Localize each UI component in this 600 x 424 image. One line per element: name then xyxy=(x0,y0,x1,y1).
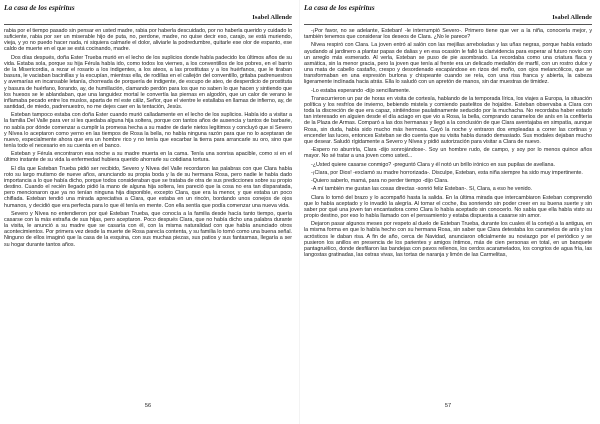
header-author: Isabel Allende xyxy=(552,14,592,21)
paragraph: El día que Esteban Trueba pidió ser recibido, Severo y Nívea del Valle recordaron las palabras con que Clara había roto su largo mutismo de nueve años, anunciando su propia boda y la de su hermana Rosa, pero nadie le había dado importancia a lo que había dicho, porque todos consideraban que se trataba de otra de sus predicciones sobre su propio destino. Cuando el recién llegado pidió la mano de alguna hija soltera, les pareció que la cosa no era tan disparatada, pero mencionaron que ya no tenían ninguna hija disponible, excepto Clara, que era la menor, y que estaba un poco chiflada. Esteban tendió una mirada apreciativa a Clara, que estaba en un rincón, bordando unos conejos de ojos humanos, y decidió que era perfecta para lo que él tenía en mente. Con ella sentía que podía comenzar una nueva vida. xyxy=(4,165,292,209)
paragraph: -A mí también me gustan las cosas directas -sonrió feliz Esteban-. Sí, Clara, a eso he venido. xyxy=(311,186,533,193)
paragraph: Esteban tampoco estaba con doña Ester cuando murió calladamente en el lecho de los suplicios. Había ido a visitar a la familia Del Valle para ver si les quedaba alguna hija soltera, porque con tantos años de ausencia y tantos de barbarie, no sabía por dónde comenzar a cumplir la promesa hecha a su madre de darle nietos legítimos y concluyó que si Severo y Nívea lo aceptaron como yerno en las tiempos de Rosa la bella, no había ninguna razón para que no lo aceptaran de nuevo, especialmente ahora que era un hombre rico y no tenía que escarbar la tierra para arrancarle su oro, sino que tenía todo el necesario en su cuenta en el banco. xyxy=(4,112,292,149)
header-title: La casa de los espíritus xyxy=(4,3,75,12)
page-gutter xyxy=(299,0,300,424)
paragraph: -¡Por favor, no se adelante, Esteban! -le interrumpió Severo-. Primero tiene que ver a la niña, conocerla mejor, y también tenemos que considerar los deseos de Clara. ¿No le parece? xyxy=(304,28,592,41)
paragraph: -Lo estaba esperando -dijo sencillamente. xyxy=(311,87,411,94)
page-body xyxy=(304,28,592,400)
header-rule xyxy=(4,24,292,25)
paragraph: -¿Usted quiere casarse conmigo? -preguntó Clara y él notó un brillo irónico en sus pupilas de avellana. xyxy=(311,161,555,168)
paragraph: -Quiero saberlo, mamá, para no perder tiempo -dijo Clara. xyxy=(311,178,449,185)
paragraph: Severo y Nívea no entendieron por qué Esteban Trueba, que conocía a la familia desde hacía tanto tiempo, quería casarse con la más extraña de sus hijas, pero aceptaron. Poco después Clara, que no había dicho una palabra durante la visita, le anunció a su madre que se casaría con él, con la misma naturalidad con que había anunciado otros acontecimientos. Por primera vez desde la muerte de Rosa parecía contenta, y su familia lo tomó como una buena señal. Ninguno de ellos imaginó que la casa de la esquina, con sus muchas piezas, sus patios y sus fantasmas, llegaría a ser su hogar durante tantos años. xyxy=(4,210,292,248)
left-page xyxy=(4,0,296,424)
paragraph: Dos días después, doña Ester Trueba murió en el lecho de los suplicios donde había padecido los últimos años de su vida. Estaba sola, porque su hija Férula había ido, como todos los viernes, a los conventillos de los pobres, en el barrio de la Misericordia, a rezar el rosario a los indigentes, a los ateos, a las prostitutas y a los huérfanos, que le tiraban basura, le vaciaban bacinillas y la escupían, mientras ella, de rodillas en el callejón del conventillo, gritaba padrenuestros y avemarías en incansable letanía, chorreada de porquería de indigente, de escupo de ateo, de desperdicio de prostituta y basura de huérfano, llorando, ay, de humillación, clamando perdón para los que no saben lo que hacen y sintiendo que los huesos se le ablandaban, que una languidez mortal le convertía las piernas en algodón, que un calor de verano le inflamaba pecado entre los muslos, aparta de mí este cáliz, Señor, que el vientre le estallaba en llamas de infierno, ay, de santidad, de miedo, padrenuestro, no me dejes caer en la tentación, Jesús. xyxy=(4,54,292,110)
page-number: 56 xyxy=(144,403,152,409)
header-author: Isabel Allende xyxy=(252,14,292,21)
paragraph: rabia por el tiempo pasado sin pensar en usted madre, rabia por haberla descuidado, por no haberla querido y cuidado lo suficiente, rabia por ser un miserable hijo de puta, no, perdone, madre, no quise decir eso, carajo, se está muriendo, vieja, y yo no puedo hacer nada, ni siquiera calmarle el dolor, aliviarle la podredumbre, quitarle ese olor de espanto, ese caldo de muerte en el que se está cocinando, madre. xyxy=(4,28,292,53)
paragraph: -Espero no aburrirla, Clara -dijo sonrojándose-. Soy un hombre rudo, de campo, y soy por lo menos quince años mayor. No sé tratar a una joven como usted... xyxy=(304,147,592,160)
paragraph: Clara lo tomó del brazo y lo acompañó hasta la salida. En la última mirada que intercambiaron Esteban comprendió que lo había aceptado y lo invadió la alegría. Al tomar el coche, iba sonriendo sin poder creer en su buena suerte y sin saber por qué una joven tan encantadora como Clara lo había aceptado sin conocerlo. No sabía que ella había visto su propio destino, por eso lo había llamado con el pensamiento y estaba dispuesta a casarse sin amor. xyxy=(304,194,592,220)
header-rule xyxy=(304,24,592,25)
header-title: La casa de los espíritus xyxy=(304,3,375,12)
paragraph: Dejaron pasar algunos meses por respeto al duelo de Esteban Trueba, durante los cuales él la cortejó a la antigua, en la misma forma en que lo había hecho con su hermana Rosa, sin saber que Clara detestaba los caramelos de anís y los acrósticos le daban risa. A fin de año, cerca de Navidad, anunciaron oficialmente su noviazgo por el periódico y se pusieron los anillos en presencia de los parientes y amigos íntimos, más de cien personas en total, en un banquete pantagruélico, donde desfilaron las bandejas con pavos rellenos, los cerdos acaramelados, los congrios de agua fría, las langostas gratinadas, las ostras vivas, las tortas de naranja y limón de las Carmelitas, xyxy=(304,221,592,259)
paragraph: Transcurrieron un par de horas en visita de cortesía, hablando de la temporada lírica, los viajes a Europa, la situación política y los resfríos de invierno, bebiendo mistela y comiendo pastelitos de hojaldre. Esteban observaba a Clara con toda la discreción de que era capaz, sintiéndose paulatinamente seducido por la muchacha. No recordaba haber estado tan interesado en alguien desde el día aciago en que vio a Rosa, la bella, comprando caramelos de anís en la confitería de la Plaza de Armas. Comparó a las dos hermanas y llegó a la conclusión de que Clara aventajaba en simpatía, aunque Rosa, sin duda, había sido mucho más hermosa. Cayó la noche y entraron dos empleadas a correr las cortinas y encender las luces, entonces Esteban se dio cuenta que su visita había durado demasiado. Sus modales dejaban mucho que desear. Saludó rígidamente a Severo y Nívea y pidió autorización para visitar a Clara de nuevo. xyxy=(304,95,592,145)
paragraph: Esteban y Férula encontraron esa noche a su madre muerta en la cama. Tenía una sonrisa apacible, como si en el último instante de su vida la enfermedad hubiera querido ahorrarle su cotidiana tortura. xyxy=(4,151,292,164)
right-page xyxy=(304,0,596,424)
paragraph: -¡Clara, por Dios! -exclamó su madre horrorizada-. Disculpe, Esteban, esta niña siempre ha sido muy impertinente. xyxy=(311,169,583,176)
page-body xyxy=(4,28,292,400)
paragraph: Nívea respiró con Clara. La joven entró al salón con las mejillas arreboladas y las uñas negras, porque había estado ayudando al jardinero a plantar papas de dalias y en esa ocasión le falló la clarividencia para esperar al futuro novio con un arreglo más esmerado. Al verla, Esteban se puso de pie asombrado. La recordaba como una criatura flaca y asmática, sin la menor gracia, pero la joven que tenía al frente era un delicado medallón de marfil, con un rostro dulce y una mata de cabello castaño, crespo y desordenado escapándose en rizos del moño, con ojos melancólicos, que se transformaban en una expresión burlona y chispeante cuando se reía, con una risa franca y abierta, la cabeza ligeramente inclinada hacia atrás. Ella lo saludó con un apretón de manos, sin dar muestras de timidez. xyxy=(304,42,592,86)
page-number: 57 xyxy=(444,403,452,409)
